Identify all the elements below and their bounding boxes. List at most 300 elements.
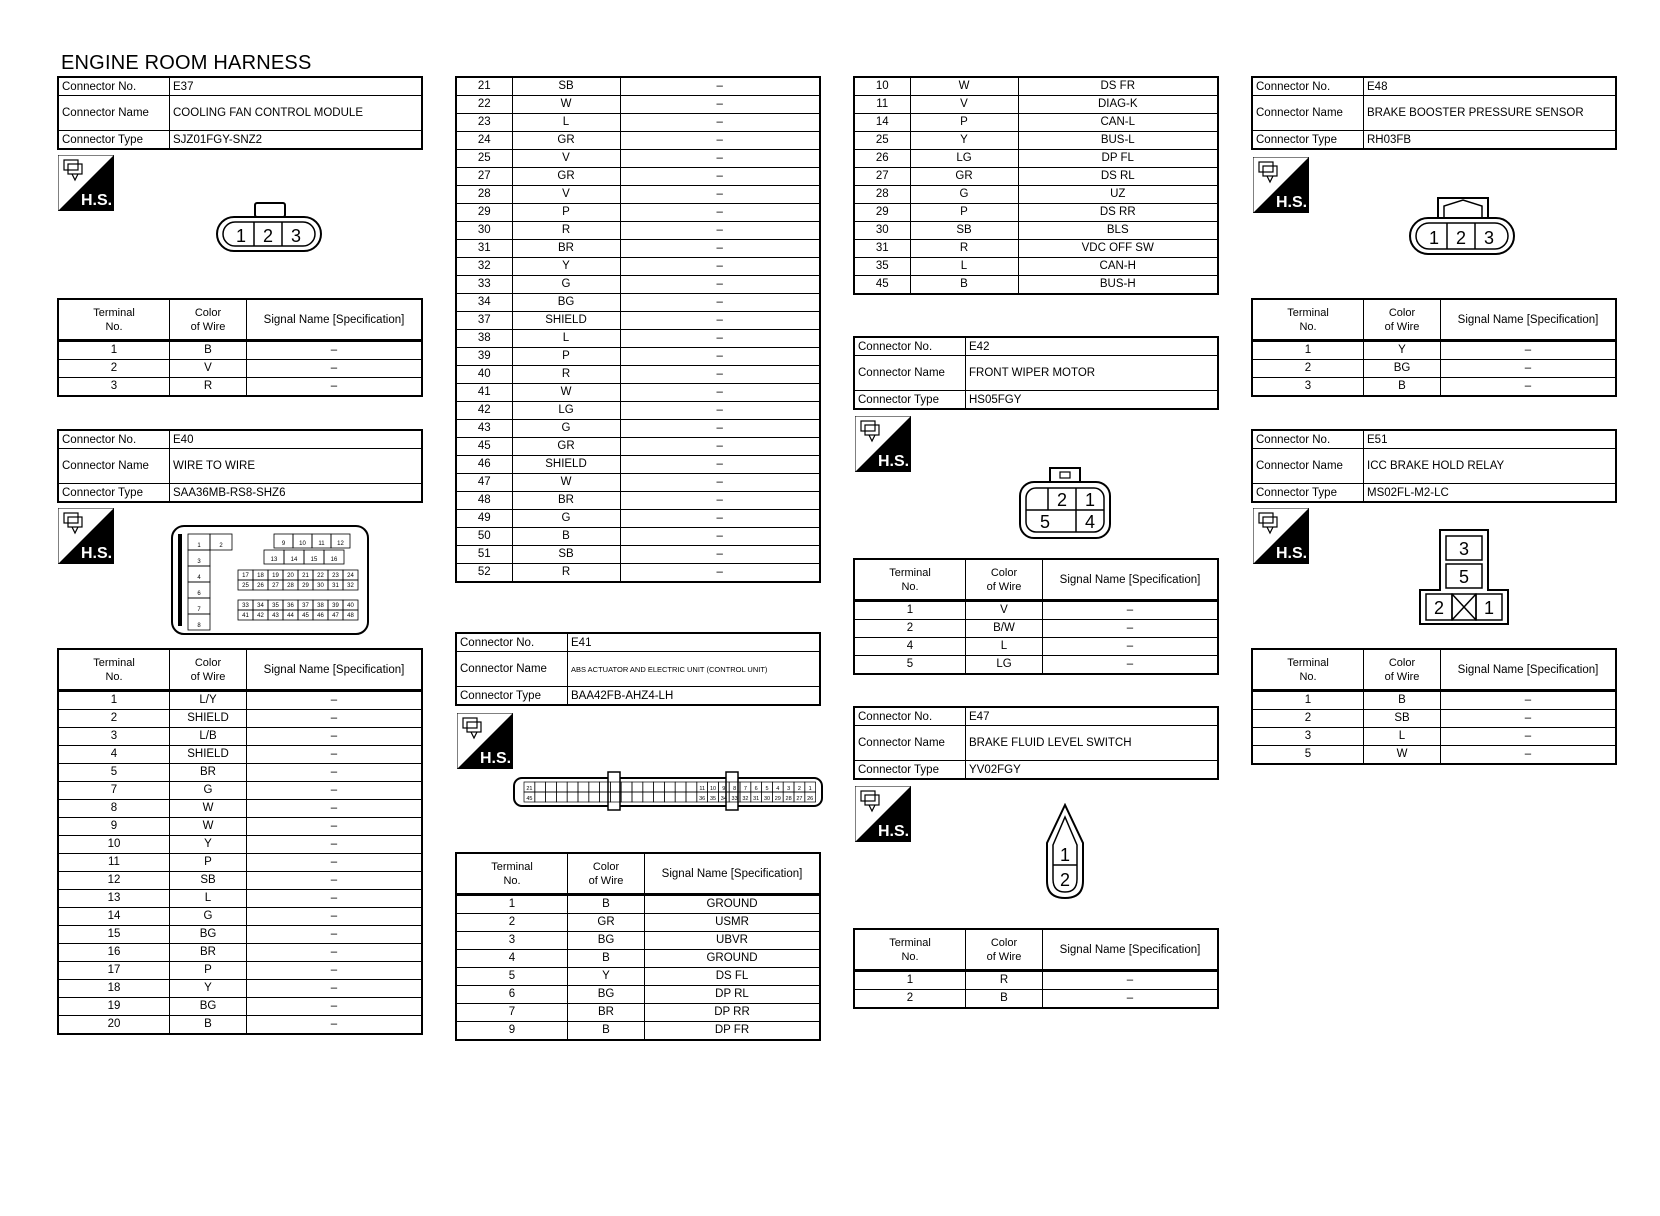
wire-color: GR <box>910 168 1018 186</box>
table-row <box>854 114 1218 132</box>
connector-info-e51 <box>1251 429 1617 503</box>
signal-name: – <box>620 96 820 114</box>
wire-color: SB <box>1364 710 1441 728</box>
connector-type: RH03FB <box>1364 131 1617 150</box>
pin-label: 8 <box>197 623 201 629</box>
wire-color: V <box>512 150 620 168</box>
pin-label: 20 <box>287 573 294 579</box>
wire-color: W <box>512 96 620 114</box>
table-row <box>456 348 820 366</box>
wire-color: B <box>568 950 645 968</box>
wire-color: BG <box>568 986 645 1004</box>
wire-color: L <box>512 330 620 348</box>
signal-name: – <box>247 908 423 926</box>
pin-label: 40 <box>347 603 354 609</box>
pin-label: 9 <box>281 541 286 547</box>
wire-color: V <box>966 601 1043 620</box>
terminal-no: 27 <box>456 168 512 186</box>
terminal-no: 45 <box>854 276 910 295</box>
terminal-no: 1 <box>58 341 170 360</box>
terminal-no-header: Terminal No. <box>456 853 568 895</box>
table-row <box>58 710 422 728</box>
terminal-no: 26 <box>854 150 910 168</box>
terminal-no: 2 <box>1252 710 1364 728</box>
wire-color: R <box>512 222 620 240</box>
table-row <box>854 276 1218 295</box>
table-row <box>456 330 820 348</box>
signal-name-header: Signal Name [Specification] <box>645 853 821 895</box>
signal-name: – <box>247 998 423 1016</box>
connector-name: FRONT WIPER MOTOR <box>966 356 1219 391</box>
terminal-no: 23 <box>456 114 512 132</box>
pin-label: 35 <box>272 603 279 609</box>
svg-text:2: 2 <box>1433 598 1445 618</box>
signal-name: – <box>247 872 423 890</box>
wire-color: LG <box>966 656 1043 675</box>
connector-face-e37 <box>215 200 325 256</box>
wire-color: SB <box>512 77 620 96</box>
wire-color: R <box>170 378 247 397</box>
label: Connector Name <box>58 449 170 484</box>
signal-name: – <box>1043 601 1219 620</box>
signal-name: – <box>620 366 820 384</box>
signal-name: – <box>247 746 423 764</box>
wire-color: W <box>170 800 247 818</box>
terminal-no: 9 <box>58 818 170 836</box>
signal-name: – <box>1441 360 1617 378</box>
terminal-no: 18 <box>58 980 170 998</box>
signal-name: – <box>620 528 820 546</box>
wire-color-header: Color of Wire <box>170 299 247 341</box>
signal-name: – <box>620 510 820 528</box>
signal-name: BUS-H <box>1018 276 1218 295</box>
terminal-no: 29 <box>854 204 910 222</box>
signal-name: – <box>247 341 423 360</box>
pin-label: 36 <box>699 796 706 802</box>
table-row <box>854 186 1218 204</box>
wire-color: GR <box>512 438 620 456</box>
label: Connector No. <box>58 77 170 96</box>
wire-color: GR <box>568 914 645 932</box>
pin-table-e47 <box>853 928 1219 1009</box>
pin-label: 29 <box>774 796 781 802</box>
table-header <box>1252 649 1616 691</box>
hs-icon <box>457 713 513 769</box>
signal-name: – <box>620 420 820 438</box>
table-row <box>456 528 820 546</box>
wire-color: G <box>512 276 620 294</box>
pin-label: 15 <box>310 557 318 563</box>
pin-label: 7 <box>197 607 201 613</box>
wire-color-header: Color of Wire <box>1364 649 1441 691</box>
terminal-no: 1 <box>1252 341 1364 360</box>
table-row <box>58 944 422 962</box>
connector-name: WIRE TO WIRE <box>170 449 423 484</box>
table-row <box>58 728 422 746</box>
signal-name: DS FR <box>1018 77 1218 96</box>
terminal-no-header: Terminal No. <box>58 299 170 341</box>
terminal-no: 5 <box>854 656 966 675</box>
wire-color: L/B <box>170 728 247 746</box>
pin-table-e48 <box>1251 298 1617 397</box>
pin-label: 33 <box>242 603 249 609</box>
signal-name: – <box>620 150 820 168</box>
table-row <box>456 276 820 294</box>
signal-name: – <box>620 492 820 510</box>
label: Connector Type <box>854 391 966 410</box>
label: Connector No. <box>456 633 568 652</box>
pin-label: 4 <box>776 786 780 792</box>
signal-name: DS FL <box>645 968 821 986</box>
wire-color: Y <box>512 258 620 276</box>
table-row <box>58 378 422 397</box>
table-row <box>58 764 422 782</box>
terminal-no: 2 <box>58 710 170 728</box>
table-row <box>456 366 820 384</box>
wire-color-header: Color of Wire <box>1364 299 1441 341</box>
label: Connector No. <box>1252 77 1364 96</box>
label: Connector No. <box>58 430 170 449</box>
signal-name: – <box>620 186 820 204</box>
table-row <box>456 932 820 950</box>
terminal-no: 3 <box>456 932 568 950</box>
signal-name: – <box>620 564 820 583</box>
connector-face-e51 <box>1418 528 1510 626</box>
svg-text:2: 2 <box>262 226 274 246</box>
signal-name: – <box>620 114 820 132</box>
terminal-no: 2 <box>854 990 966 1009</box>
wire-color: G <box>910 186 1018 204</box>
signal-name: – <box>620 402 820 420</box>
signal-name: – <box>1043 971 1219 990</box>
wire-color: G <box>512 510 620 528</box>
signal-name: VDC OFF SW <box>1018 240 1218 258</box>
svg-text:H.S.: H.S. <box>878 453 910 470</box>
table-row <box>456 384 820 402</box>
pin-label: 7 <box>743 786 747 792</box>
label: Connector No. <box>1252 430 1364 449</box>
hs-icon <box>58 155 114 211</box>
signal-name: – <box>247 782 423 800</box>
wire-color: G <box>512 420 620 438</box>
table-row <box>58 1016 422 1035</box>
table-row <box>854 222 1218 240</box>
table-header <box>1252 299 1616 341</box>
terminal-no: 30 <box>456 222 512 240</box>
pin-label: 12 <box>337 541 344 547</box>
svg-text:1: 1 <box>1483 598 1495 618</box>
connector-info-e48 <box>1251 76 1617 150</box>
pin-label: 22 <box>317 573 324 579</box>
svg-text:3: 3 <box>290 226 302 246</box>
signal-name: – <box>1441 746 1617 765</box>
terminal-no: 31 <box>456 240 512 258</box>
signal-name: – <box>1441 378 1617 397</box>
pin-label: 46 <box>317 613 324 619</box>
wire-color: B <box>568 1022 645 1041</box>
terminal-no: 33 <box>456 276 512 294</box>
wire-color: B <box>910 276 1018 295</box>
table-row <box>58 926 422 944</box>
pin-label: 33 <box>731 796 738 802</box>
wire-color: W <box>910 77 1018 96</box>
terminal-no: 30 <box>854 222 910 240</box>
pin-label: 2 <box>219 543 223 549</box>
terminal-no: 28 <box>456 186 512 204</box>
pin-label: 31 <box>753 796 760 802</box>
wire-color-header: Color of Wire <box>966 929 1043 971</box>
svg-text:H.S.: H.S. <box>480 750 512 767</box>
signal-name-header: Signal Name [Specification] <box>1441 649 1617 691</box>
table-row <box>456 294 820 312</box>
pin-table-e40-continued <box>455 76 821 583</box>
table-row <box>456 186 820 204</box>
svg-text:1: 1 <box>1084 490 1096 510</box>
pin-label: 42 <box>257 613 264 619</box>
pin-label: 29 <box>302 583 309 589</box>
pin-label: 13 <box>270 557 278 563</box>
terminal-no: 14 <box>58 908 170 926</box>
signal-name: – <box>247 800 423 818</box>
signal-name: – <box>620 474 820 492</box>
svg-text:1: 1 <box>235 226 247 246</box>
label: Connector Type <box>58 484 170 503</box>
pin-label: 24 <box>347 573 354 579</box>
wire-color: B <box>1364 378 1441 397</box>
signal-name: – <box>247 360 423 378</box>
table-row <box>58 341 422 360</box>
wire-color: BR <box>512 240 620 258</box>
table-row <box>456 168 820 186</box>
svg-text:H.S.: H.S. <box>1276 194 1308 211</box>
terminal-no: 31 <box>854 240 910 258</box>
terminal-no: 5 <box>1252 746 1364 765</box>
wire-color: L/Y <box>170 691 247 710</box>
signal-name: – <box>620 204 820 222</box>
wire-color: W <box>512 384 620 402</box>
pin-label: 38 <box>317 603 324 609</box>
terminal-no: 1 <box>1252 691 1364 710</box>
connector-name: BRAKE BOOSTER PRESSURE SENSOR <box>1364 96 1617 131</box>
connector-no: E48 <box>1364 77 1617 96</box>
terminal-no: 7 <box>58 782 170 800</box>
terminal-no: 40 <box>456 366 512 384</box>
table-row <box>854 132 1218 150</box>
connector-info-e42 <box>853 336 1219 410</box>
wire-color: LG <box>910 150 1018 168</box>
table-header <box>456 853 820 895</box>
terminal-no: 15 <box>58 926 170 944</box>
wire-color-header: Color of Wire <box>966 559 1043 601</box>
terminal-no: 7 <box>456 1004 568 1022</box>
wire-color: BG <box>1364 360 1441 378</box>
table-row <box>456 150 820 168</box>
table-row <box>58 998 422 1016</box>
pin-label: 47 <box>332 613 339 619</box>
terminal-no: 2 <box>58 360 170 378</box>
wire-color: B <box>966 990 1043 1009</box>
connector-info-e41 <box>455 632 821 706</box>
wire-color: P <box>910 114 1018 132</box>
wire-color: R <box>512 564 620 583</box>
signal-name: – <box>620 546 820 564</box>
signal-name: – <box>247 926 423 944</box>
terminal-no: 5 <box>456 968 568 986</box>
signal-name: – <box>1441 710 1617 728</box>
terminal-no: 42 <box>456 402 512 420</box>
pin-label: 8 <box>733 786 737 792</box>
connector-face-e42 <box>1018 466 1112 540</box>
connector-type: BAA42FB-AHZ4-LH <box>568 687 821 706</box>
wire-color: P <box>910 204 1018 222</box>
table-row <box>456 895 820 914</box>
terminal-no: 29 <box>456 204 512 222</box>
pin-label: 3 <box>787 786 791 792</box>
table-row <box>456 510 820 528</box>
connector-name: COOLING FAN CONTROL MODULE <box>170 96 423 131</box>
terminal-no: 24 <box>456 132 512 150</box>
wire-color: Y <box>568 968 645 986</box>
table-header <box>58 649 422 691</box>
connector-no: E47 <box>966 707 1219 726</box>
terminal-no: 12 <box>58 872 170 890</box>
signal-name: – <box>247 818 423 836</box>
signal-name: GROUND <box>645 895 821 914</box>
table-row <box>58 962 422 980</box>
wire-color: SHIELD <box>170 710 247 728</box>
wire-color: L <box>1364 728 1441 746</box>
table-row <box>1252 728 1616 746</box>
signal-name: DP FR <box>645 1022 821 1041</box>
label: Connector Name <box>854 356 966 391</box>
page-title: ENGINE ROOM HARNESS <box>61 52 312 74</box>
connector-type: YV02FGY <box>966 761 1219 780</box>
table-row <box>854 258 1218 276</box>
terminal-no: 37 <box>456 312 512 330</box>
wire-color: W <box>1364 746 1441 765</box>
svg-text:1: 1 <box>1428 228 1440 248</box>
table-row <box>456 222 820 240</box>
pin-label: 21 <box>302 573 309 579</box>
svg-text:H.S.: H.S. <box>81 192 113 209</box>
table-row <box>456 456 820 474</box>
pin-label: 35 <box>709 796 717 802</box>
terminal-no: 22 <box>456 96 512 114</box>
table-row <box>456 1004 820 1022</box>
terminal-no: 38 <box>456 330 512 348</box>
wire-color: P <box>170 854 247 872</box>
terminal-no: 9 <box>456 1022 568 1041</box>
terminal-no: 45 <box>456 438 512 456</box>
signal-name: – <box>1043 620 1219 638</box>
svg-text:H.S.: H.S. <box>1276 545 1308 562</box>
signal-name: DS RL <box>1018 168 1218 186</box>
signal-name: DS RR <box>1018 204 1218 222</box>
table-row <box>854 240 1218 258</box>
signal-name: DP FL <box>1018 150 1218 168</box>
signal-name-header: Signal Name [Specification] <box>247 649 423 691</box>
table-row <box>1252 746 1616 765</box>
table-row <box>854 620 1218 638</box>
wire-color: Y <box>170 980 247 998</box>
pin-label: 27 <box>272 583 279 589</box>
terminal-no: 3 <box>58 378 170 397</box>
connector-type: SJZ01FGY-SNZ2 <box>170 131 423 150</box>
hs-icon <box>1253 157 1309 213</box>
label: Connector Name <box>58 96 170 131</box>
table-row <box>58 908 422 926</box>
pin-label: 43 <box>272 613 279 619</box>
table-header <box>854 929 1218 971</box>
table-row <box>456 132 820 150</box>
pin-label: 37 <box>302 603 309 609</box>
terminal-no: 34 <box>456 294 512 312</box>
wire-color: B <box>568 895 645 914</box>
wire-color: V <box>910 96 1018 114</box>
connector-name: ICC BRAKE HOLD RELAY <box>1364 449 1617 484</box>
pin-label: 21 <box>526 786 533 792</box>
wire-color: BR <box>512 492 620 510</box>
table-row <box>456 258 820 276</box>
svg-text:H.S.: H.S. <box>878 823 910 840</box>
terminal-no: 48 <box>456 492 512 510</box>
terminal-no: 6 <box>456 986 568 1004</box>
terminal-no: 4 <box>58 746 170 764</box>
wire-color: BG <box>170 998 247 1016</box>
label: Connector Type <box>1252 484 1364 503</box>
terminal-no: 17 <box>58 962 170 980</box>
pin-table-e42 <box>853 558 1219 675</box>
terminal-no: 10 <box>854 77 910 96</box>
wire-color: SHIELD <box>512 456 620 474</box>
wire-color: SB <box>170 872 247 890</box>
pin-table-e37 <box>57 298 423 397</box>
terminal-no: 3 <box>58 728 170 746</box>
signal-name: – <box>620 438 820 456</box>
connector-face-e48 <box>1408 194 1518 258</box>
terminal-no: 49 <box>456 510 512 528</box>
wire-color: BR <box>170 944 247 962</box>
pin-label: 18 <box>257 573 264 579</box>
hs-icon <box>1253 508 1309 564</box>
terminal-no-header: Terminal No. <box>854 559 966 601</box>
table-row <box>1252 691 1616 710</box>
table-row <box>854 150 1218 168</box>
table-row <box>456 402 820 420</box>
terminal-no-header: Terminal No. <box>1252 649 1364 691</box>
table-row <box>58 890 422 908</box>
svg-text:5: 5 <box>1458 567 1470 587</box>
signal-name: DIAG-K <box>1018 96 1218 114</box>
table-row <box>1252 360 1616 378</box>
label: Connector Name <box>854 726 966 761</box>
svg-text:4: 4 <box>1084 512 1096 532</box>
wire-color: SB <box>910 222 1018 240</box>
signal-name: – <box>247 764 423 782</box>
wire-color: B <box>512 528 620 546</box>
table-row <box>456 492 820 510</box>
terminal-no: 11 <box>58 854 170 872</box>
table-row <box>58 360 422 378</box>
connector-name: BRAKE FLUID LEVEL SWITCH <box>966 726 1219 761</box>
pin-label: 27 <box>796 796 803 802</box>
terminal-no: 25 <box>854 132 910 150</box>
svg-text:5: 5 <box>1039 512 1051 532</box>
terminal-no: 21 <box>456 77 512 96</box>
label: Connector No. <box>854 337 966 356</box>
wire-color: L <box>966 638 1043 656</box>
pin-label: 3 <box>197 559 201 565</box>
